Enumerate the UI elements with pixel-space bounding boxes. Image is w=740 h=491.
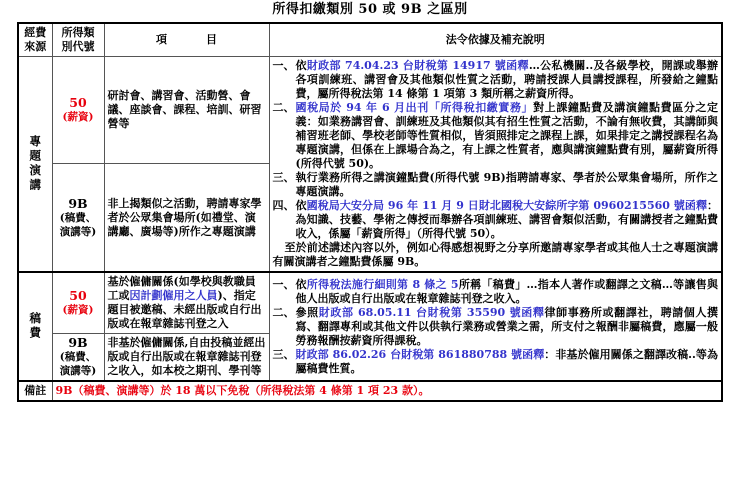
- legal-seg: 對上課鐘點費及講演鐘點費區分之定義：如業務講習會、訓練班及其他類似其有招生性質之活動，不論有無收費，其講師與補習班老師、學校老師等性質相似，皆須照排定之課程上課，如果排定之講授課程名為專題演講，但係在上課場合為之，有上課之性質者，應與講演鐘點費有別，屬薪資所得(所得代號 50)。: [295, 101, 718, 170]
- legal-item: [273, 199, 719, 241]
- source-label: 專題演講: [28, 135, 43, 193]
- legal-item-body: 執行業務所得之講演鐘點費(所得代號 9B)指聘請專家、學者於公眾集會場所，所作之專題演講。: [295, 171, 718, 198]
- item-cell-9b-manuscript: 非基於僱傭關係,自由投稿並經出版或自行出版或在報章雜誌刊登之收入，如本校之期刊、學刊等: [104, 334, 269, 382]
- legal-item-continuation: 至於前述講述內容以外，例如心得感想視野之分享所邀請專家學者或其他人士之專題演講有關演講者之鐘點費係屬 9B。: [272, 241, 718, 268]
- table-header: [18, 23, 722, 57]
- item-cell-50-lecture: 研討會、講習會、活動營、會議、座談會、課程、培訓、研習營等: [104, 57, 269, 164]
- header-source: [18, 23, 52, 57]
- header-item: 項 目: [104, 23, 269, 57]
- code-subtitle-line2: 演講等): [59, 365, 97, 377]
- header-source-line2: 來源: [24, 40, 47, 53]
- item-cell-50-manuscript: [104, 272, 269, 334]
- source-cell-manuscript: [18, 272, 52, 381]
- legal-item-number: 三、: [272, 347, 295, 361]
- legal-item-body: [296, 101, 719, 171]
- legal-seg: 依: [295, 59, 307, 72]
- legal-item-body: [296, 199, 719, 241]
- legal-seg: …公私機關..及各級學校，開課或舉辦各項訓練班、講習會及其他類似性質之活動，聘請授課人員講授課程，所發給之鐘點費，屬所得稅法第 14 條第 1 項第 3 類所稱之薪資所得。: [295, 59, 718, 100]
- legal-item: [273, 348, 719, 376]
- code-value: 9B: [68, 335, 88, 350]
- table-row: [18, 57, 722, 164]
- legal-item-number: 三、: [272, 171, 295, 184]
- code-value: 9B: [68, 195, 88, 211]
- legal-item: [273, 171, 719, 199]
- legal-item: [273, 101, 719, 171]
- legal-item: [273, 306, 719, 348]
- header-legal: 法令依據及補充說明: [269, 23, 722, 57]
- legal-item-number: 一、: [272, 277, 295, 291]
- code-value: 50: [69, 95, 87, 111]
- legal-seg-citation: 財政部 86.02.26 台財稅第 861880788 號函釋: [295, 347, 545, 361]
- source-cell-lecture: [18, 57, 52, 273]
- code-subtitle-line2: 演講等): [59, 225, 97, 238]
- legal-item: [273, 278, 719, 306]
- legal-seg-citation: 所得稅法施行細則第 8 條之 5: [306, 277, 459, 291]
- legal-seg: 參照: [295, 305, 319, 319]
- code-value: 50: [69, 288, 87, 303]
- code-subtitle: (薪資): [62, 304, 94, 316]
- code-subtitle-line1: (稿費、: [59, 351, 97, 363]
- source-label: 稿費: [28, 312, 43, 341]
- note-text: 9B（稿費、演講等）於 18 萬以下免稅（所得稅法第 4 條第 1 項 23 款）。: [52, 381, 722, 401]
- legal-seg: ：非基於僱用關係之翻譯改稿..等為屬稿費性質。: [295, 347, 718, 375]
- header-row: [18, 23, 722, 57]
- legal-item-number: 二、: [272, 305, 295, 319]
- legal-item-number: 一、: [272, 59, 295, 72]
- code-cell-9b-lecture: [52, 164, 104, 272]
- header-code: [52, 23, 104, 57]
- note-row: [18, 381, 722, 401]
- page-title: 所得扣繳類別 50 或 9B 之區別: [272, 2, 468, 17]
- legal-cell-manuscript: [269, 272, 722, 381]
- code-subtitle-line1: (稿費、: [59, 211, 97, 224]
- legal-seg: 依: [295, 199, 307, 212]
- code-cell-50-manuscript: [52, 272, 104, 334]
- header-source-line1: 經費: [24, 26, 47, 39]
- legal-item-number: 二、: [272, 101, 295, 114]
- legal-seg: 律師事務所或翻譯社，聘請個人撰寫、翻譯專利或其他文件以供執行業務或營業之需，所支付之報酬非屬稿費，應屬一般勞務報酬按薪資所得課稅。: [295, 305, 719, 347]
- legal-seg: 依: [295, 277, 307, 291]
- item-seg: 基於僱傭關係(如學校與教職員工或: [107, 275, 256, 302]
- legal-item-body: [296, 348, 719, 376]
- item-seg: )、指定題目被邀稿、未經出版或自行出版或在報章雜誌刊登之入: [107, 289, 262, 330]
- legal-seg-citation: 財政部 68.05.11 台財稅第 35590 號函釋: [318, 305, 545, 319]
- header-code-line2: 別代號: [61, 40, 95, 53]
- legal-item-body: [296, 278, 719, 306]
- header-code-line1: 所得類: [61, 26, 95, 39]
- legal-seg: ：為知識、技藝、學術之傳授而舉辦各項訓練班、講習會類似活動，有關講授者之鐘點費收入，係屬「薪資所得」（所得代號 50）。: [295, 199, 719, 240]
- legal-seg-citation: 財政部 74.04.23 台財稅第 14917 號函釋: [306, 59, 529, 72]
- code-cell-9b-manuscript: [52, 334, 104, 382]
- legal-item-body: [296, 306, 719, 348]
- item-cell-9b-lecture: 非上揭類似之活動，聘請專家學者於公眾集會場所(如禮堂、演講廳、廣場等)所作之專題演講: [104, 164, 269, 272]
- tax-category-table: [17, 22, 723, 402]
- legal-seg-citation: 國稅局於 94 年 6 月出刊「所得稅扣繳實務」: [295, 101, 534, 114]
- note-label: 備註: [18, 381, 52, 401]
- legal-cell-lecture: [269, 57, 722, 273]
- legal-item-body: [296, 59, 719, 101]
- code-subtitle: (薪資): [62, 111, 94, 124]
- legal-seg-citation: 國稅局大安分局 96 年 11 月 9 日財北國稅大安綜所字第 0960215560 號函釋: [306, 199, 708, 212]
- table-row: [18, 272, 722, 334]
- code-cell-50-lecture: [52, 57, 104, 164]
- legal-item-number: 四、: [272, 199, 295, 212]
- legal-item: [273, 59, 719, 101]
- item-seg-highlight: 因計劃僱用之人員: [129, 289, 218, 302]
- legal-seg: 所稱「稿費」…指本人著作或翻譯之文稿…等讓售與他人出版或自行出版或在報章雜誌刊登之收入。: [295, 277, 719, 305]
- table-body: [18, 57, 722, 402]
